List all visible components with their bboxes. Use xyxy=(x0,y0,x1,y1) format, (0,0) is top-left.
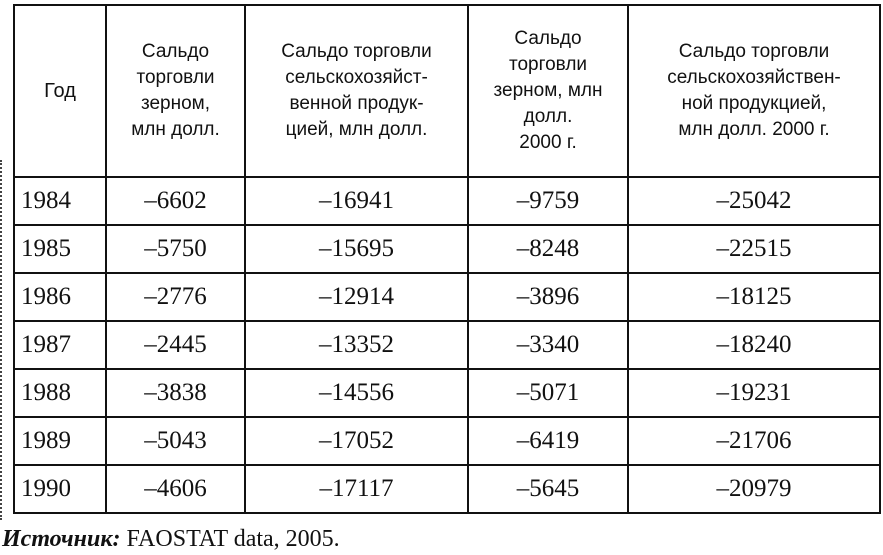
column-header-year: Год xyxy=(14,5,106,177)
agri-balance-2000-cell: –25042 xyxy=(628,177,880,225)
grain-balance-2000-cell: –3896 xyxy=(468,273,628,321)
grain-balance-cell: –4606 xyxy=(106,465,245,513)
table-header-row xyxy=(14,5,880,177)
grain-balance-cell: –2445 xyxy=(106,321,245,369)
scan-edge-marks xyxy=(0,160,10,520)
source-label: Источник: xyxy=(2,526,121,552)
agri-balance-cell: –14556 xyxy=(245,369,468,417)
table-row xyxy=(14,465,880,513)
column-header-agri-balance-2000: Сальдо торговли сельскохозяйствен- ной продукцией, млн долл. 2000 г. xyxy=(628,5,880,177)
agri-balance-2000-cell: –18240 xyxy=(628,321,880,369)
grain-balance-cell: –2776 xyxy=(106,273,245,321)
table-row xyxy=(14,417,880,465)
agri-balance-2000-cell: –20979 xyxy=(628,465,880,513)
year-cell: 1984 xyxy=(14,177,106,225)
agri-balance-cell: –16941 xyxy=(245,177,468,225)
table-row xyxy=(14,273,880,321)
year-cell: 1988 xyxy=(14,369,106,417)
year-cell: 1986 xyxy=(14,273,106,321)
column-header-grain-balance-2000: Сальдо торговли зерном, млн долл. 2000 г. xyxy=(468,5,628,177)
agri-balance-cell: –17052 xyxy=(245,417,468,465)
grain-balance-2000-cell: –8248 xyxy=(468,225,628,273)
grain-balance-cell: –5750 xyxy=(106,225,245,273)
agri-balance-2000-cell: –19231 xyxy=(628,369,880,417)
agri-balance-cell: –12914 xyxy=(245,273,468,321)
agri-balance-cell: –13352 xyxy=(245,321,468,369)
grain-balance-2000-cell: –6419 xyxy=(468,417,628,465)
agri-balance-2000-cell: –22515 xyxy=(628,225,880,273)
grain-balance-2000-cell: –5645 xyxy=(468,465,628,513)
agri-balance-cell: –17117 xyxy=(245,465,468,513)
agri-balance-2000-cell: –21706 xyxy=(628,417,880,465)
column-header-grain-balance: Сальдо торговли зерном, млн долл. xyxy=(106,5,245,177)
agri-balance-2000-cell: –18125 xyxy=(628,273,880,321)
table-row xyxy=(14,225,880,273)
table-row xyxy=(14,369,880,417)
year-cell: 1985 xyxy=(14,225,106,273)
grain-balance-cell: –5043 xyxy=(106,417,245,465)
source-note xyxy=(2,524,340,554)
source-text: FAOSTAT data, 2005. xyxy=(120,526,340,552)
column-header-agri-balance: Сальдо торговли сельскохозяйст- венной продук- цией, млн долл. xyxy=(245,5,468,177)
agri-balance-cell: –15695 xyxy=(245,225,468,273)
grain-balance-cell: –3838 xyxy=(106,369,245,417)
grain-balance-2000-cell: –3340 xyxy=(468,321,628,369)
table-row xyxy=(14,321,880,369)
trade-balance-table xyxy=(13,4,881,514)
year-cell: 1990 xyxy=(14,465,106,513)
year-cell: 1987 xyxy=(14,321,106,369)
grain-balance-2000-cell: –9759 xyxy=(468,177,628,225)
grain-balance-2000-cell: –5071 xyxy=(468,369,628,417)
table-row xyxy=(14,177,880,225)
grain-balance-cell: –6602 xyxy=(106,177,245,225)
year-cell: 1989 xyxy=(14,417,106,465)
